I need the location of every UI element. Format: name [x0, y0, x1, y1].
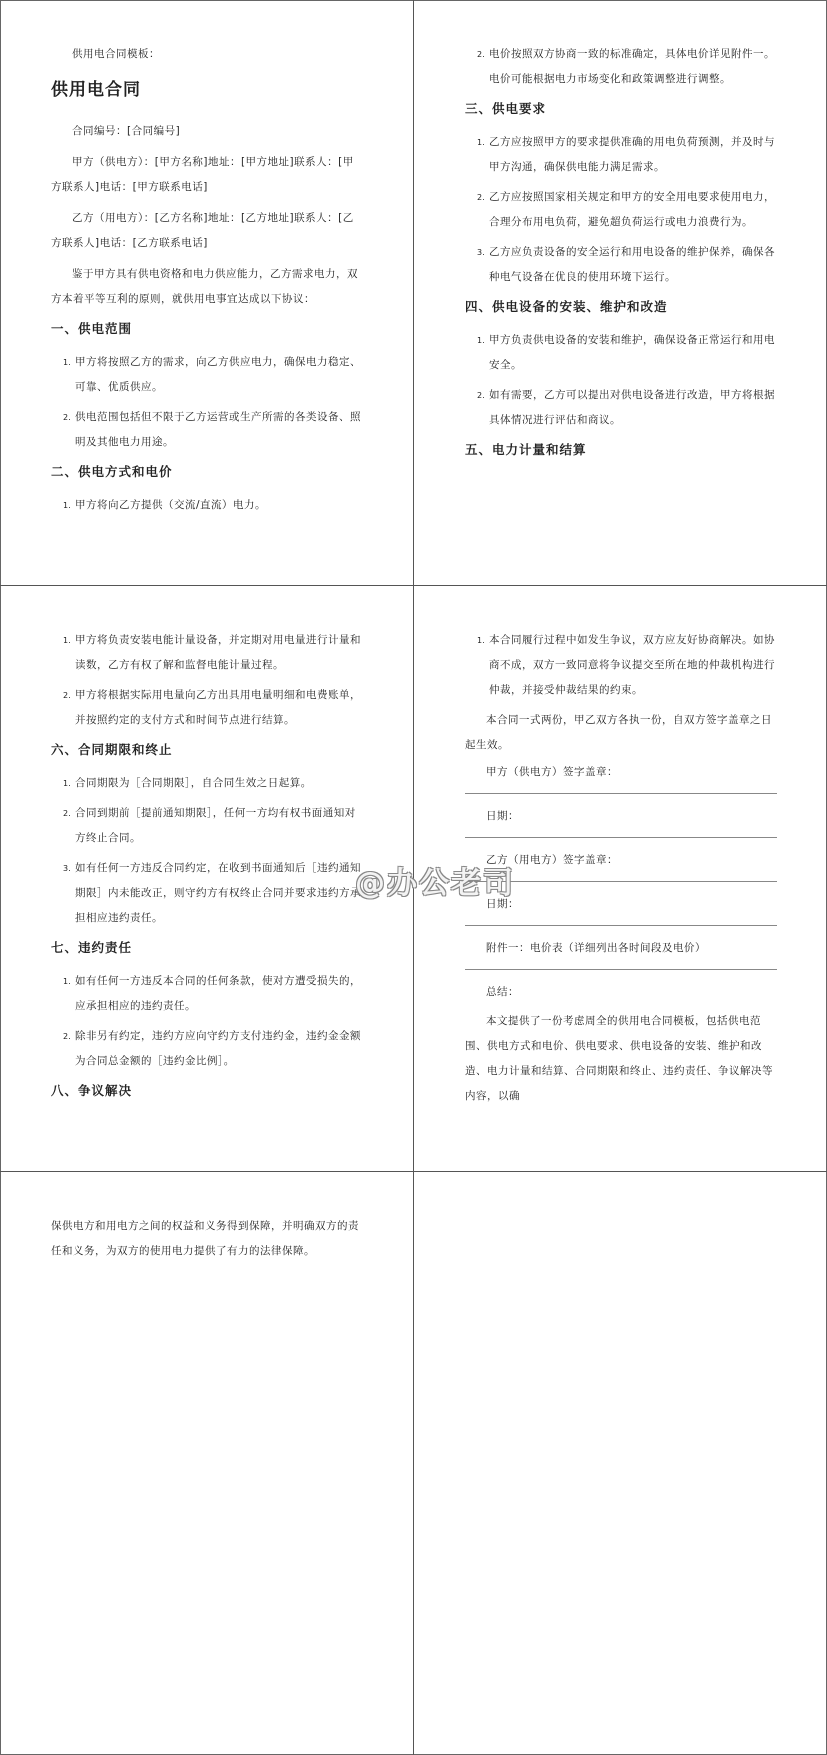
list-item: 2. 如有需要，乙方可以提出对供电设备进行改造，甲方将根据具体情况进行评估和商议。 [477, 389, 775, 426]
list-item: 2. 合同到期前［提前通知期限］，任何一方均有权书面通知对方终止合同。 [63, 807, 356, 844]
appendix-note: 附件一：电价表（详细列出各时间段及电价） [486, 942, 706, 954]
section-6-list [51, 771, 361, 931]
section-5-list [51, 628, 361, 733]
date-label-2: 日期： [486, 898, 519, 910]
page-2 [465, 42, 775, 471]
list-item: 2. 供电范围包括但不限于乙方运营或生产所需的各类设备、照明及其他电力用途。 [63, 411, 361, 448]
appendix-line [465, 969, 777, 970]
section-8-list [465, 628, 775, 703]
section-3-list [465, 130, 775, 290]
date-line-1 [465, 837, 777, 838]
list-item: 1. 本合同履行过程中如发生争议，双方应友好协商解决。如协商不成，双方一致同意将争议提交至所在地的仲裁机构进行仲裁，并接受仲裁结果的约束。 [477, 634, 775, 696]
date-line-2 [465, 925, 777, 926]
section-6-title: 六、合同期限和终止 [51, 742, 173, 757]
section-8-title: 八、争议解决 [51, 1083, 133, 1098]
summary-text-part1: 本文提供了一份考虑周全的供用电合同模板，包括供电范围、供电方式和电价、供电要求、供电设备的安装、维护和改造、电力计量和结算、合同期限和终止、违约责任、争议解决等内容，以确 [465, 1015, 773, 1102]
party-b-info: 乙方（用电方）：[乙方名称]地址：[乙方地址]联系人：[乙方联系人]电话：[乙方联系电话] [51, 212, 354, 249]
list-item: 1. 如有任何一方违反本合同的任何条款，使对方遭受损失的，应承担相应的违约责任。 [63, 975, 361, 1012]
page-1 [51, 42, 361, 523]
list-item: 3. 乙方应负责设备的安全运行和用电设备的维护保养，确保各种电气设备在优良的使用环境下运行。 [477, 246, 775, 283]
summary-label: 总结： [486, 986, 519, 998]
section-4-title: 四、供电设备的安装、维护和改造 [465, 299, 668, 314]
page-5 [51, 1214, 361, 1264]
list-item: 1. 甲方将负责安装电能计量设备，并定期对用电量进行计量和读数，乙方有权了解和监督电能计量过程。 [63, 634, 361, 671]
section-2-list [51, 493, 361, 518]
section-7-list [51, 969, 361, 1074]
party-a-signature-label: 甲方（供电方）签字盖章： [486, 766, 618, 778]
list-item: 1. 甲方负责供电设备的安装和维护，确保设备正常运行和用电安全。 [477, 334, 775, 371]
page-divider-horizontal-2 [0, 1171, 827, 1172]
list-item: 2. 除非另有约定，违约方应向守约方支付违约金，违约金金额为合同总金额的［违约金比例］。 [63, 1030, 361, 1067]
signature-line-a [465, 793, 777, 794]
template-label: 供用电合同模板： [72, 48, 160, 60]
page-divider-horizontal-1 [0, 585, 827, 586]
section-2-list-cont [465, 42, 775, 92]
summary-text-part2: 保供电方和用电方之间的权益和义务得到保障，并明确双方的责任和义务，为双方的使用电力提供了有力的法律保障。 [51, 1220, 359, 1257]
section-1-title: 一、供电范围 [51, 321, 133, 336]
list-item: 2. 甲方将根据实际用电量向乙方出具用电量明细和电费账单，并按照约定的支付方式和时间节点进行结算。 [63, 689, 361, 726]
list-item: 1. 甲方将向乙方提供（交流/直流）电力。 [63, 499, 267, 511]
section-2-title: 二、供电方式和电价 [51, 464, 173, 479]
contract-number: 合同编号：[合同编号] [72, 125, 181, 137]
watermark-logo: @办公老司 [355, 866, 515, 901]
section-5-title: 五、电力计量和结算 [465, 442, 587, 457]
section-7-title: 七、违约责任 [51, 940, 133, 955]
list-item: 2. 乙方应按照国家相关规定和甲方的安全用电要求使用电力，合理分布用电负荷，避免超负荷运行或电力浪费行为。 [477, 191, 775, 228]
section-1-list [51, 350, 361, 455]
party-b-signature-label: 乙方（用电方）签字盖章： [486, 854, 618, 866]
section-3-title: 三、供电要求 [465, 101, 547, 116]
list-item: 1. 合同期限为［合同期限］，自合同生效之日起算。 [63, 777, 312, 789]
date-label-1: 日期： [486, 810, 519, 822]
document-title: 供用电合同 [51, 80, 141, 100]
list-item: 1. 乙方应按照甲方的要求提供准确的用电负荷预测，并及时与甲方沟通，确保供电能力满足需求。 [477, 136, 775, 173]
copies-clause: 本合同一式两份，甲乙双方各执一份，自双方签字盖章之日起生效。 [465, 714, 772, 751]
list-item: 3. 如有任何一方违反合同约定，在收到书面通知后［违约通知期限］内未能改正，则守约方有权终止合同并要求违约方承担相应违约责任。 [63, 862, 361, 924]
list-item: 1. 甲方将按照乙方的需求，向乙方供应电力，确保电力稳定、可靠、优质供应。 [63, 356, 361, 393]
page-3 [51, 628, 361, 1112]
list-item: 2. 电价按照双方协商一致的标准确定，具体电价详见附件一。电价可能根据电力市场变化和政策调整进行调整。 [477, 48, 775, 85]
party-a-info: 甲方（供电方）：[甲方名称]地址：[甲方地址]联系人：[甲方联系人]电话：[甲方联系电话] [51, 156, 354, 193]
preamble: 鉴于甲方具有供电资格和电力供应能力，乙方需求电力，双方本着平等互利的原则，就供用电事宜达成以下协议： [51, 268, 358, 305]
section-4-list [465, 328, 775, 433]
